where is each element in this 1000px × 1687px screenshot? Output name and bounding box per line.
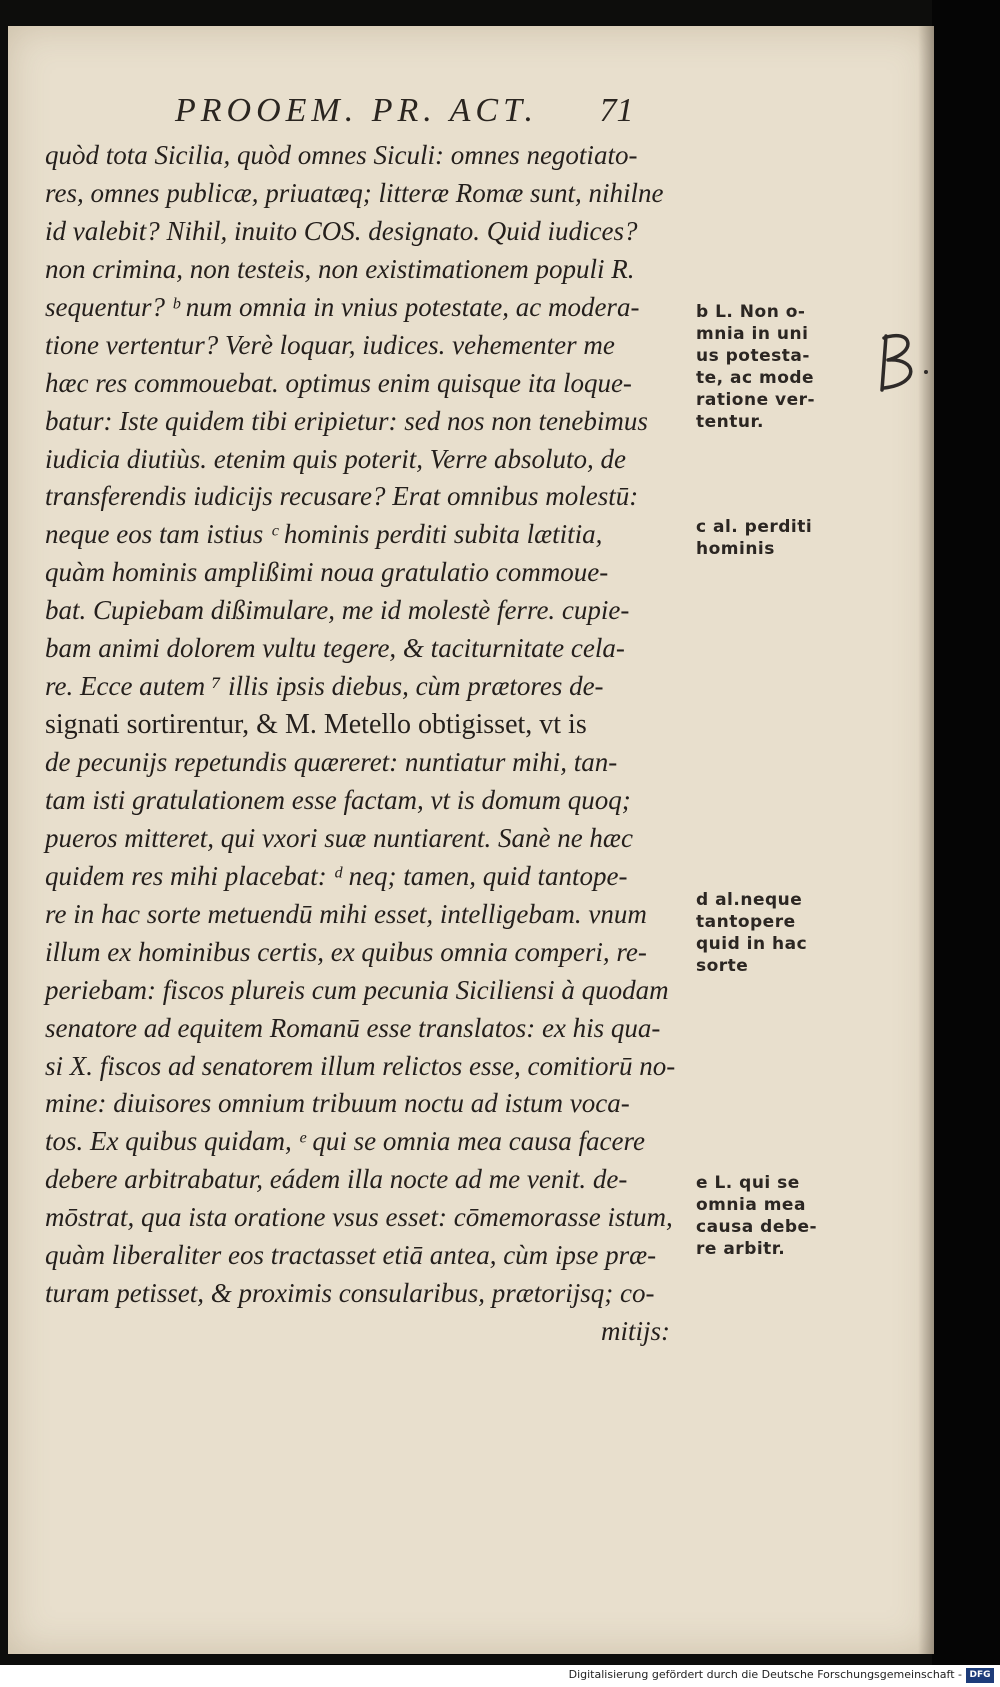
- note-line: us potesta-: [696, 346, 810, 366]
- text-line: turam petisset, & proximis consularibus, prætorijsq; co-: [45, 1278, 655, 1309]
- text-line: debere arbitrabatur, eádem illa nocte ad me venit. de-: [45, 1164, 628, 1195]
- body-text: [45, 137, 695, 1351]
- handwritten-mark: [872, 328, 932, 398]
- text-line: hæc res commouebat. optimus enim quisque ita loque-: [45, 367, 632, 398]
- text-line: quàm hominis amplißimi noua gratulatio commoue-: [45, 557, 609, 588]
- text-line: mine: diuisores omnium tribuum noctu ad istum voca-: [45, 1088, 630, 1119]
- marginal-note-c: [696, 516, 846, 560]
- text-line: re. Ecce autem ⁷ illis ipsis diebus, cùm prætores de-: [45, 671, 604, 702]
- text-line: quòd tota Sicilia, quòd omnes Siculi: omnes negotiato-: [45, 140, 638, 170]
- book-spine: [932, 0, 1000, 1665]
- text-line: tione vertentur? Verè loquar, iudices. vehementer me: [45, 329, 615, 360]
- text-line: quàm liberaliter eos tractasset etiā antea, cùm ipse præ-: [45, 1240, 657, 1271]
- note-line: te, ac mode: [696, 368, 815, 388]
- page-edge-shadow: [918, 26, 934, 1654]
- text-line: batur: Iste quidem tibi eripietur: sed nos non tenebimus: [45, 405, 648, 436]
- text-line: senatore ad equitem Romanū esse translatos: ex his qua-: [45, 1012, 661, 1043]
- note-line: quid in hac: [696, 934, 808, 954]
- text-line: mōstrat, qua ista oratione vsus esset: cōmemorasse istum,: [45, 1202, 673, 1233]
- text-line: transferendis iudicijs recusare? Erat omnibus molestū:: [45, 481, 639, 512]
- text-line: si X. fiscos ad senatorem illum relictos esse, comitiorū no-: [45, 1050, 676, 1081]
- note-line: c al. perditi: [696, 517, 813, 537]
- text-line: signati sortirentur, & M. Metello obtigisset, vt is: [45, 709, 587, 741]
- text-line: bat. Cupiebam dißimulare, me id molestè ferre. cupie-: [45, 595, 630, 626]
- text-line: non crimina, non testeis, non existimationem populi R.: [45, 253, 635, 284]
- page-number: 71: [599, 92, 634, 129]
- text-line: quidem res mihi placebat: ᵈ neq; tamen, quid tantope-: [45, 860, 628, 891]
- marginal-note-d: [696, 889, 846, 977]
- text-line: re in hac sorte metuendū mihi esset, intelligebam. vnum: [45, 898, 647, 929]
- note-line: sorte: [696, 956, 749, 976]
- text-line: de pecunijs repetundis quæreret: nuntiatur mihi, tan-: [45, 747, 618, 777]
- marginal-note-e: [696, 1172, 846, 1260]
- dfg-logo: DFG: [966, 1668, 994, 1683]
- note-line: causa debe-: [696, 1217, 818, 1237]
- text-line: iudicia diutiùs. etenim quis poterit, Verre absoluto, de: [45, 443, 626, 474]
- note-line: mnia in uni: [696, 324, 809, 344]
- text-line: sequentur? ᵇ num omnia in vnius potestate, ac modera-: [45, 291, 640, 322]
- note-line: b L. Non o-: [696, 302, 806, 322]
- note-line: d al.neque: [696, 890, 803, 910]
- text-line: neque eos tam istius ᶜ hominis perditi subita lætitia,: [45, 519, 603, 550]
- note-line: tentur.: [696, 412, 764, 432]
- footer-credit: Digitalisierung gefördert durch die Deutsche Forschungsgemeinschaft -: [568, 1668, 962, 1681]
- text-line: res, omnes publicæ, priuatæq; litteræ Romæ sunt, nihilne: [45, 177, 664, 208]
- note-line: tantopere: [696, 912, 796, 932]
- note-line: re arbitr.: [696, 1239, 786, 1259]
- text-line: bam animi dolorem vultu tegere, & taciturnitate cela-: [45, 633, 625, 664]
- running-header: [175, 92, 675, 140]
- text-line: mitijs:: [600, 1316, 670, 1347]
- text-line: tam isti gratulationem esse factam, vt is domum quoq;: [45, 784, 631, 815]
- note-line: ratione ver-: [696, 390, 816, 410]
- digitization-footer: [0, 1665, 1000, 1687]
- note-line: omnia mea: [696, 1195, 806, 1215]
- text-line: id valebit? Nihil, inuito COS. designato. Quid iudices?: [45, 215, 638, 246]
- text-line: illum ex hominibus certis, ex quibus omnia comperi, re-: [45, 936, 647, 967]
- note-line: hominis: [696, 539, 775, 559]
- text-line: tos. Ex quibus quidam, ᵉ qui se omnia mea causa facere: [45, 1126, 645, 1157]
- running-title: PROOEM. PR. ACT.: [175, 92, 538, 129]
- marginal-note-b: [696, 301, 846, 433]
- text-line: pueros mitteret, qui vxori suæ nuntiarent. Sanè ne hæc: [45, 822, 633, 853]
- text-line: periebam: fiscos plureis cum pecunia Siciliensi à quodam: [45, 974, 669, 1005]
- note-line: e L. qui se: [696, 1173, 800, 1193]
